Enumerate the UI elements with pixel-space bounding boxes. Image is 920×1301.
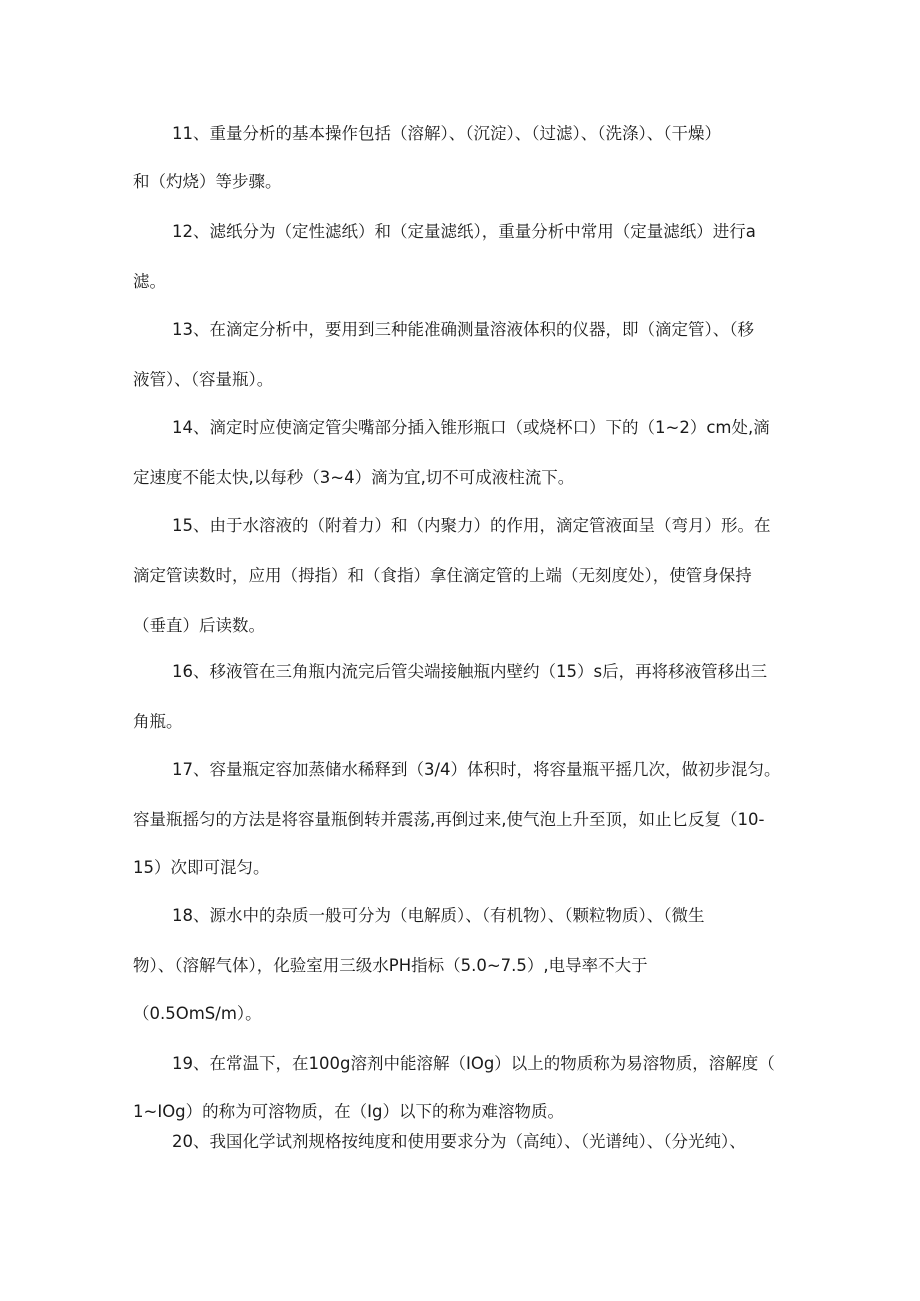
text-line: 和（灼烧）等步骤。 xyxy=(133,172,282,191)
text-line: 15）次即可混匀。 xyxy=(133,858,270,877)
text-line: 15、由于水溶液的（附着力）和（内聚力）的作用，滴定管液面呈（弯月）形。在 xyxy=(172,516,771,535)
text-line: （0.5OmS/m）。 xyxy=(133,1004,262,1023)
text-line: 19、在常温下，在100g溶剂中能溶解（IOg）以上的物质称为易溶物质，溶解度（ xyxy=(172,1054,775,1073)
text-line: 定速度不能太快,以每秒（3~4）滴为宜,切不可成液柱流下。 xyxy=(133,468,575,487)
text-line: 1~IOg）的称为可溶物质，在（Ig）以下的称为难溶物质。 xyxy=(133,1102,564,1121)
text-line: 物）、（溶解气体），化验室用三级水PH指标（5.0~7.5）,电导率不大于 xyxy=(133,956,648,975)
text-line: 滤。 xyxy=(133,272,166,291)
text-line: 11、重量分析的基本操作包括（溶解）、（沉淀）、（过滤）、（洗涤）、（干燥） xyxy=(172,124,721,143)
text-line: 17、容量瓶定容加蒸储水稀释到（3/4）体积时，将容量瓶平摇几次，做初步混匀。 xyxy=(172,760,781,779)
text-line: 容量瓶摇匀的方法是将容量瓶倒转并震荡,再倒过来,使气泡上升至顶，如止匕反复（10- xyxy=(133,810,765,829)
text-line: 20、我国化学试剂规格按纯度和使用要求分为（高纯）、（光谱纯）、（分光纯）、 xyxy=(172,1132,746,1151)
text-line: 18、源水中的杂质一般可分为（电解质）、（有机物）、（颗粒物质）、（微生 xyxy=(172,906,705,925)
text-line: 13、在滴定分析中，要用到三种能准确测量溶液体积的仪器，即（滴定管）、（移 xyxy=(172,320,754,339)
text-line: 角瓶。 xyxy=(133,712,183,731)
text-line: （垂直）后读数。 xyxy=(133,616,265,635)
text-line: 16、移液管在三角瓶内流完后管尖端接触瓶内壁约（15）s后，再将移液管移出三 xyxy=(172,662,768,681)
text-line: 12、滤纸分为（定性滤纸）和（定量滤纸），重量分析中常用（定量滤纸）进行a xyxy=(172,222,756,241)
text-line: 滴定管读数时，应用（拇指）和（食指）拿住滴定管的上端（无刻度处），使管身保持 xyxy=(133,566,752,585)
text-line: 液管）、（容量瓶）。 xyxy=(133,370,274,389)
text-line: 14、滴定时应使滴定管尖嘴部分插入锥形瓶口（或烧杯口）下的（1~2）cm处,滴 xyxy=(172,418,770,437)
